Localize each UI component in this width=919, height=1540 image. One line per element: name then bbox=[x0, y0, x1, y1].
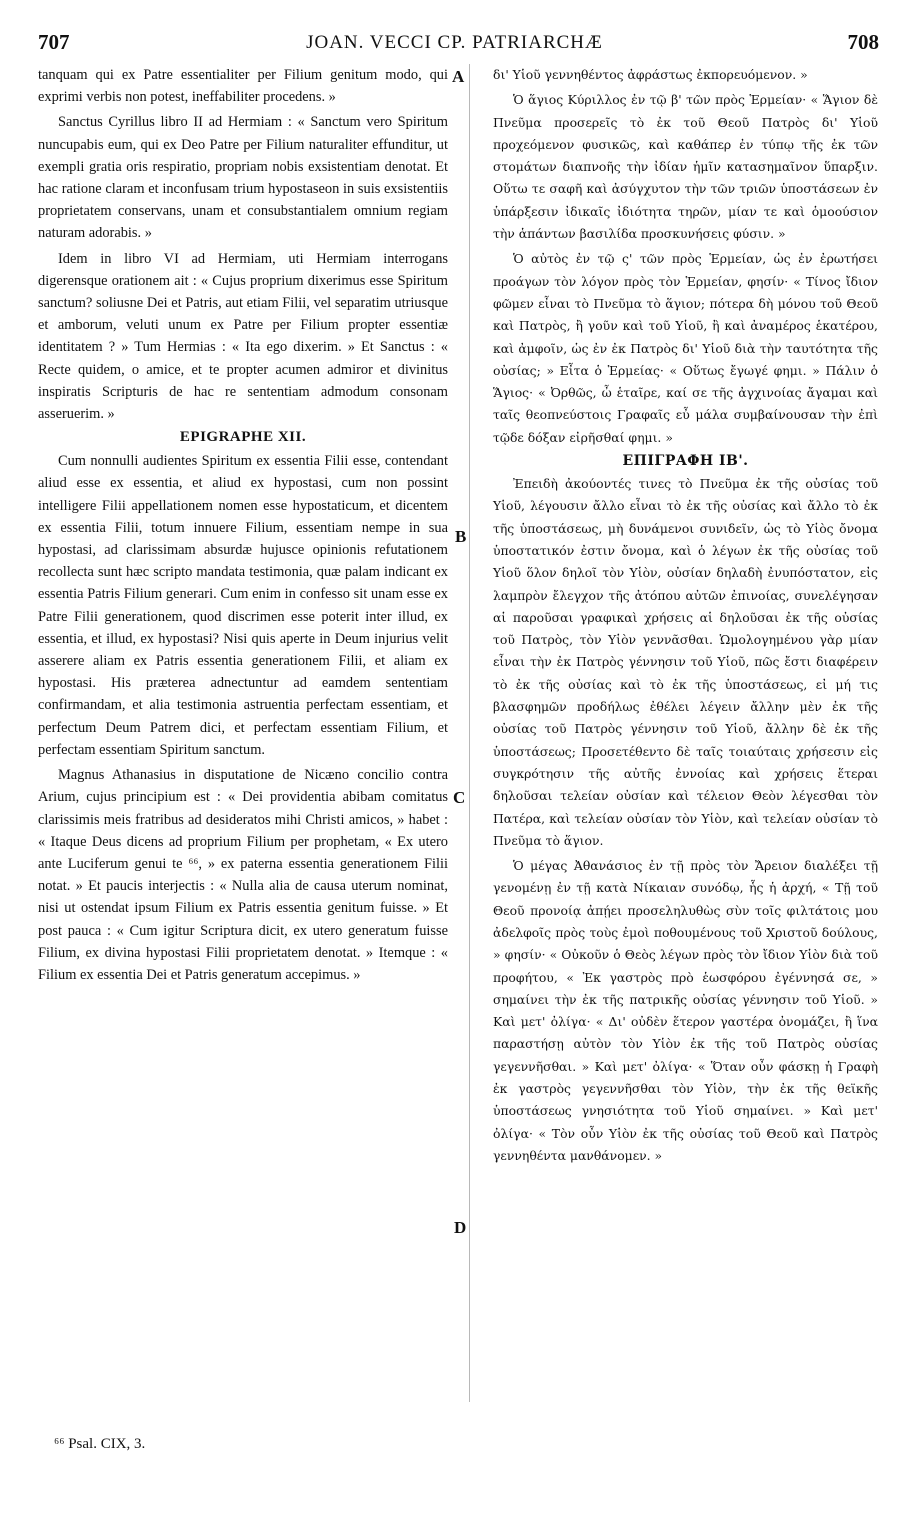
paragraph: tanquam qui ex Patre essentialiter per Filium genitum modo, qui exprimi verbis non potest, ineffabiliter procedens. » bbox=[38, 67, 448, 106]
greek-column bbox=[493, 64, 878, 1170]
paragraph: Ἐπειδὴ ἀκούοντές τινες τὸ Πνεῦμα ἐκ τῆς οὐσίας τοῦ Υἱοῦ, λέγουσιν ἄλλο εἶναι τὸ ἐκ τῆς οὐσίας καὶ ἄλλο τὸ ἐκ τῆς ὑποστάσεως, μὴ δυνάμενοι συνιδεῖν, ὡς τὸ Υἱὸς ὄνομα ὑποστατικόν ἐστιν ὄνομα, καὶ ὁ λέγων ἐκ τῆς οὐσίας τοῦ Υἱοῦ ὅλον δηλοῖ τὸν Υἱὸν, οὐσίαν δηλαδὴ ἐνυπόστατον, εἰς λαμπρὸν ἔλεγχον τῆς ἀτόπου αὐτῶν ἐπινοίας, συνελέγησαν αἱ παροῦσαι γραφικαὶ χρήσεις αἱ δηλοῦσαι ἐκ τῆς οὐσίας τοῦ Πατρὸς, τὸν Υἱὸν γεννᾶσθαι. Ὡμολογημένου γὰρ μίαν εἶναι τὴν ἐκ Πατρὸς γέννησιν τοῦ Υἱοῦ, πῶς ἔστι διαφέρειν τὸ ἐκ τῆς οὐσίας καὶ τὸ ἐκ τῆς ὑποστάσεως, εἰ μή τις βλασφημῶν προδήλως ἐθέλει λέγειν ἄλλην μὲν ἐκ τῆς οὐσίας τοῦ Πατρὸς γέννησιν τοῦ Υἱοῦ, ἄλλην δὲ ἐκ τῆς ὑποστάσεως; Προσετέθεντο δὲ ταῖς τοιαύταις χρήσεσιν εἰς συγκρότησιν τῆς αὐτῆς ἐννοίας καὶ χρήσεις ἕτεραι δηλοῦσαι τελείαν οὐσίαν καὶ τέλειον Θεὸν λέγεσθαι τὸν Πατέρα, καὶ τελείαν οὐσίαν τὸν Υἱὸν, καὶ τελείαν οὐσίαν τὸ Πνεῦμα τὸ ἅγιον. bbox=[493, 476, 878, 848]
paragraph: δι' Υἱοῦ γεννηθέντος ἀφράστως ἐκπορευόμενον. » bbox=[493, 67, 808, 82]
margin-marker-c: C bbox=[453, 788, 466, 807]
column-divider bbox=[469, 64, 470, 1402]
page-header bbox=[30, 30, 879, 60]
margin-marker-d: D bbox=[454, 1218, 467, 1237]
footnote: ⁶⁶ Psal. CIX, 3. bbox=[54, 1436, 146, 1452]
latin-column bbox=[38, 64, 448, 989]
page-number-right: 708 bbox=[847, 30, 879, 54]
section-heading: EPIGRAPHE XII. bbox=[179, 429, 307, 446]
margin-marker-a: A bbox=[452, 67, 465, 86]
page-number-left: 707 bbox=[38, 30, 70, 54]
paragraph: Ὁ ἅγιος Κύριλλος ἐν τῷ β' τῶν πρὸς Ἑρμείαν· « Ἅγιον δὲ Πνεῦμα προσερεῖς τὸ ἐκ τοῦ Θεοῦ Πατρὸς δι' Υἱοῦ προχεόμενον φυσικῶς, καὶ καθάπερ ἐν τύπῳ τῆς ἐκ τῶν στομάτων διαπνοῆς τὴν ἰδίαν ἡμῖν κατασημαῖνον ὕπαρξιν. Οὕτω τε σαφῆ καὶ ἀσύγχυτον τὴν τῶν τριῶν ὑποστάσεων ἐν ὑπάρξεσιν ἰδικαῖς ἰδιότητα τηρῶν, μίαν τε καὶ ὁμοούσιον τὴν ἁπάντων βασιλίδα προσκυνήσεις φύσιν. » bbox=[493, 92, 878, 242]
margin-marker-b: B bbox=[455, 527, 467, 546]
running-title: JOAN. VECCI CP. PATRIARCHÆ bbox=[306, 32, 603, 53]
paragraph: Cum nonnulli audientes Spiritum ex essentia Filii esse, contendant aliud esse ex essentia, et aliud ex hypostasi, cum non possint intelligere Filii appellationem nomen esse hypostaticum, et dicentem ex essentia Filii, totum innuere Filium, essentiam nempe in sua hypostasi, ad clarissimam absurdæ hujusce opinionis refutationem recollecta sunt hæc scripto mandata testimonia, quæ palam indicant ex essentia Patris Filium generari. Cum enim in confesso sit unam esse ex Patre Filii generationem, quod discrimen esse poterit inter illud, ex essentia, et illud, ex hypostasi? Nisi quis aperte in Deum injurius velit asserere aliam ex Patris essentia generationem Filii, et aliam ex hypostasi. His præterea adnectuntur ad eamdem sententiam confirmandam, et alia testimonia astruentia perfectam essentiam, et perfectum Deum Patrem dici, et perfectam essentiam Filium, et perfectam essentiam Spiritum sanctum. bbox=[38, 453, 448, 758]
paragraph: Ὁ αὐτὸς ἐν τῷ ς' τῶν πρὸς Ἑρμείαν, ὡς ἐν ἐρωτήσει προάγων τὸν λόγον πρὸς τὸν Ἑρμείαν, φησίν· « Τίνος ἴδιον φῶμεν εἶναι τὸ Πνεῦμα τὸ ἅγιον; πότερα δὴ μόνου τοῦ Θεοῦ καὶ Πατρὸς, ἢ γοῦν καὶ τοῦ Υἱοῦ, ἢ καὶ ἀναμέρος ἑκατέρου, καὶ ἀμφοῖν, ὡς ἐν ἐκ Πατρὸς δι' Υἱοῦ διὰ τὴν ταυτότητα τῆς οὐσίας; » Εἶτα ὁ Ἑρμείας· « Οὕτως ἔγωγέ φημι. » Πάλιν ὁ Ἅγιος· « Ὀρθῶς, ὦ ἑταῖρε, καί σε τῆς ἀγχινοίας ἄγαμαι καὶ ταῖς θεοπνεύστοις Γραφαῖς εὖ μάλα συμβαίνουσαν τὴν ἐπὶ τῷδε δόξαν εἰρῆσθαί φημι. » bbox=[493, 251, 878, 445]
paragraph: Magnus Athanasius in disputatione de Nicæno concilio contra Arium, cujus principium est : « Dei providentia abibam comitatus clarissimis meis fratribus ad desideratos mihi Christi amicos, » habet : « Itaque Deus dicens ad proprium Filium per prophetam, « Ex utero ante Luciferum genui te ⁶⁶, » ex paterna essentia generationem Filii notat. » Et paucis interjectis : « Nulla alia de causa uterum nominat, nisi ut ostendat ipsum Filium ex Patris essentia genitum fuisse. » Et post pauca : « Cum igitur Scriptura dicit, ex utero generatum fuisse Filium, ex divina hypostasi Filii proprietatem denotat. » Itemque : « Filium ex essentia Dei et Patris generatum accepimus. » bbox=[38, 767, 448, 983]
section-heading: ΕΠΙΓΡΑΦΗ ΙΒ'. bbox=[622, 453, 749, 470]
paragraph: Sanctus Cyrillus libro II ad Hermiam : « Sanctum vero Spiritum nuncupabis eum, qui ex Deo Patre per Filium naturaliter effunditur, ut exempli gratia oris respiratio, propriam nobis exsistentiam denotat. Et hac ratione claram et inconfusam trium hypostaseon in suis exsistentiis proprietatem conservans, unam et consubstantialem omnium regiam naturam adorabis. » bbox=[38, 114, 448, 242]
paragraph: Ὁ μέγας Ἀθανάσιος ἐν τῇ πρὸς τὸν Ἄρειον διαλέξει τῇ γενομένῃ ἐν τῇ κατὰ Νίκαιαν συνόδῳ, ἧς ἡ ἀρχή, « Τῇ τοῦ Θεοῦ προνοίᾳ ἀπῄει προσεληλυθὼς σὺν τοῖς φιλτάτοις μου ἀδελφοῖς πρὸς τοὺς ἐμοὶ ποθουμένους τοῦ Χριστοῦ δούλους, » φησίν· « Οὐκοῦν ὁ Θεὸς λέγων πρὸς τὸν ἴδιον Υἱὸν διὰ τοῦ προφήτου, « Ἐκ γαστρὸς πρὸ ἑωσφόρου ἐγέννησά σε, » σημαίνει τὴν ἐκ τῆς πατρικῆς οὐσίας γέννησιν τοῦ Υἱοῦ. » Καὶ μετ' ὀλίγα· « Δι' οὐδὲν ἕτερον γαστέρα ὀνομάζει, ἢ ἵνα παραστήσῃ αὐτὸν τὸν Υἱὸν ἐκ τῆς τοῦ Πατρὸς οὐσίας γεγεννῆσθαι. » Καὶ μετ' ὀλίγα· « Ὅταν οὖν φάσκῃ ἡ Γραφὴ ἐκ γαστρὸς γεγεννῆσθαι τὸν Υἱὸν, τὴν ἐκ τῆς θεϊκῆς ὑποστάσεως γνησιότητα τοῦ Υἱοῦ σημαίνει. » Καὶ μετ' ὀλίγα· « Τὸν οὖν Υἱὸν ἐκ τῆς οὐσίας τοῦ Θεοῦ καὶ Πατρὸς γεννηθέντα μανθάνομεν. » bbox=[493, 858, 878, 1163]
paragraph: Idem in libro VI ad Hermiam, uti Hermiam interrogans digerensque orationem ait : « Cujus proprium dixerimus esse Spiritum sanctum? soliusne Dei et Patris, aut etiam Filii, vel separatim utriusque et amborum, veluti unum ex Patre per Filium propter essentiæ identitatem ? » Tum Hermias : « Ita ego dixerim. » Et Sanctus : « Recte quidem, o amice, et te propter acumen admiror et divinitus inspiratis Scripturis de hac re sententiam admodum consonam asseruerim. » bbox=[38, 250, 448, 423]
